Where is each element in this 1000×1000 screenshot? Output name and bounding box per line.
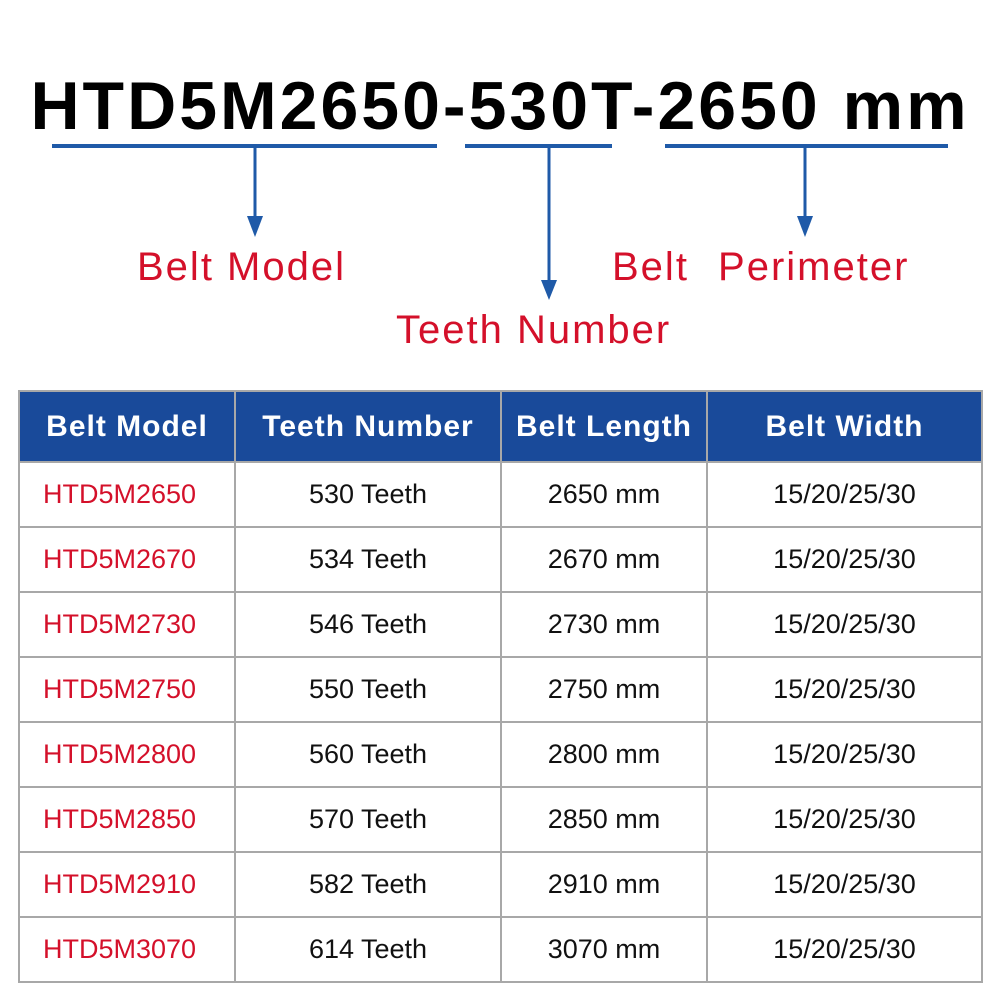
teeth-number-label: Teeth Number (396, 308, 672, 352)
table-header-row (19, 391, 982, 462)
belt-model-cell: HTD5M2910 (19, 852, 235, 917)
width-cell: 15/20/25/30 (707, 462, 982, 527)
teeth-cell: 546 Teeth (235, 592, 501, 657)
header-belt-model: Belt Model (19, 391, 235, 462)
length-cell: 2750 mm (501, 657, 707, 722)
table-row (19, 462, 982, 527)
length-cell: 2850 mm (501, 787, 707, 852)
width-cell: 15/20/25/30 (707, 657, 982, 722)
teeth-cell: 530 Teeth (235, 462, 501, 527)
length-cell: 2670 mm (501, 527, 707, 592)
length-cell: 2730 mm (501, 592, 707, 657)
width-cell: 15/20/25/30 (707, 787, 982, 852)
belt-model-cell: HTD5M2750 (19, 657, 235, 722)
model-arrow-head (247, 216, 263, 237)
table-row (19, 657, 982, 722)
header-teeth-number: Teeth Number (235, 391, 501, 462)
table-row (19, 787, 982, 852)
width-cell: 15/20/25/30 (707, 527, 982, 592)
belt-perimeter-label: Belt Perimeter (612, 245, 910, 289)
teeth-cell: 570 Teeth (235, 787, 501, 852)
perimeter-arrow-head (797, 216, 813, 237)
width-cell: 15/20/25/30 (707, 852, 982, 917)
teeth-cell: 560 Teeth (235, 722, 501, 787)
width-cell: 15/20/25/30 (707, 722, 982, 787)
teeth-cell: 550 Teeth (235, 657, 501, 722)
length-cell: 2910 mm (501, 852, 707, 917)
width-cell: 15/20/25/30 (707, 917, 982, 982)
belt-code-title: HTD5M2650-530T-2650 mm (30, 68, 970, 144)
belt-model-cell: HTD5M2800 (19, 722, 235, 787)
teeth-cell: 582 Teeth (235, 852, 501, 917)
belt-model-cell: HTD5M2850 (19, 787, 235, 852)
belt-model-cell: HTD5M2650 (19, 462, 235, 527)
table-row (19, 722, 982, 787)
teeth-cell: 614 Teeth (235, 917, 501, 982)
width-cell: 15/20/25/30 (707, 592, 982, 657)
belt-model-label: Belt Model (137, 245, 346, 289)
belt-model-cell: HTD5M2670 (19, 527, 235, 592)
table-row (19, 917, 982, 982)
length-cell: 3070 mm (501, 917, 707, 982)
belt-spec-table (18, 390, 983, 983)
header-belt-width: Belt Width (707, 391, 982, 462)
table-row (19, 527, 982, 592)
teeth-arrow-head (541, 280, 557, 300)
belt-model-cell: HTD5M3070 (19, 917, 235, 982)
table-row (19, 592, 982, 657)
table-row (19, 852, 982, 917)
length-cell: 2800 mm (501, 722, 707, 787)
teeth-cell: 534 Teeth (235, 527, 501, 592)
belt-model-cell: HTD5M2730 (19, 592, 235, 657)
header-belt-length: Belt Length (501, 391, 707, 462)
length-cell: 2650 mm (501, 462, 707, 527)
